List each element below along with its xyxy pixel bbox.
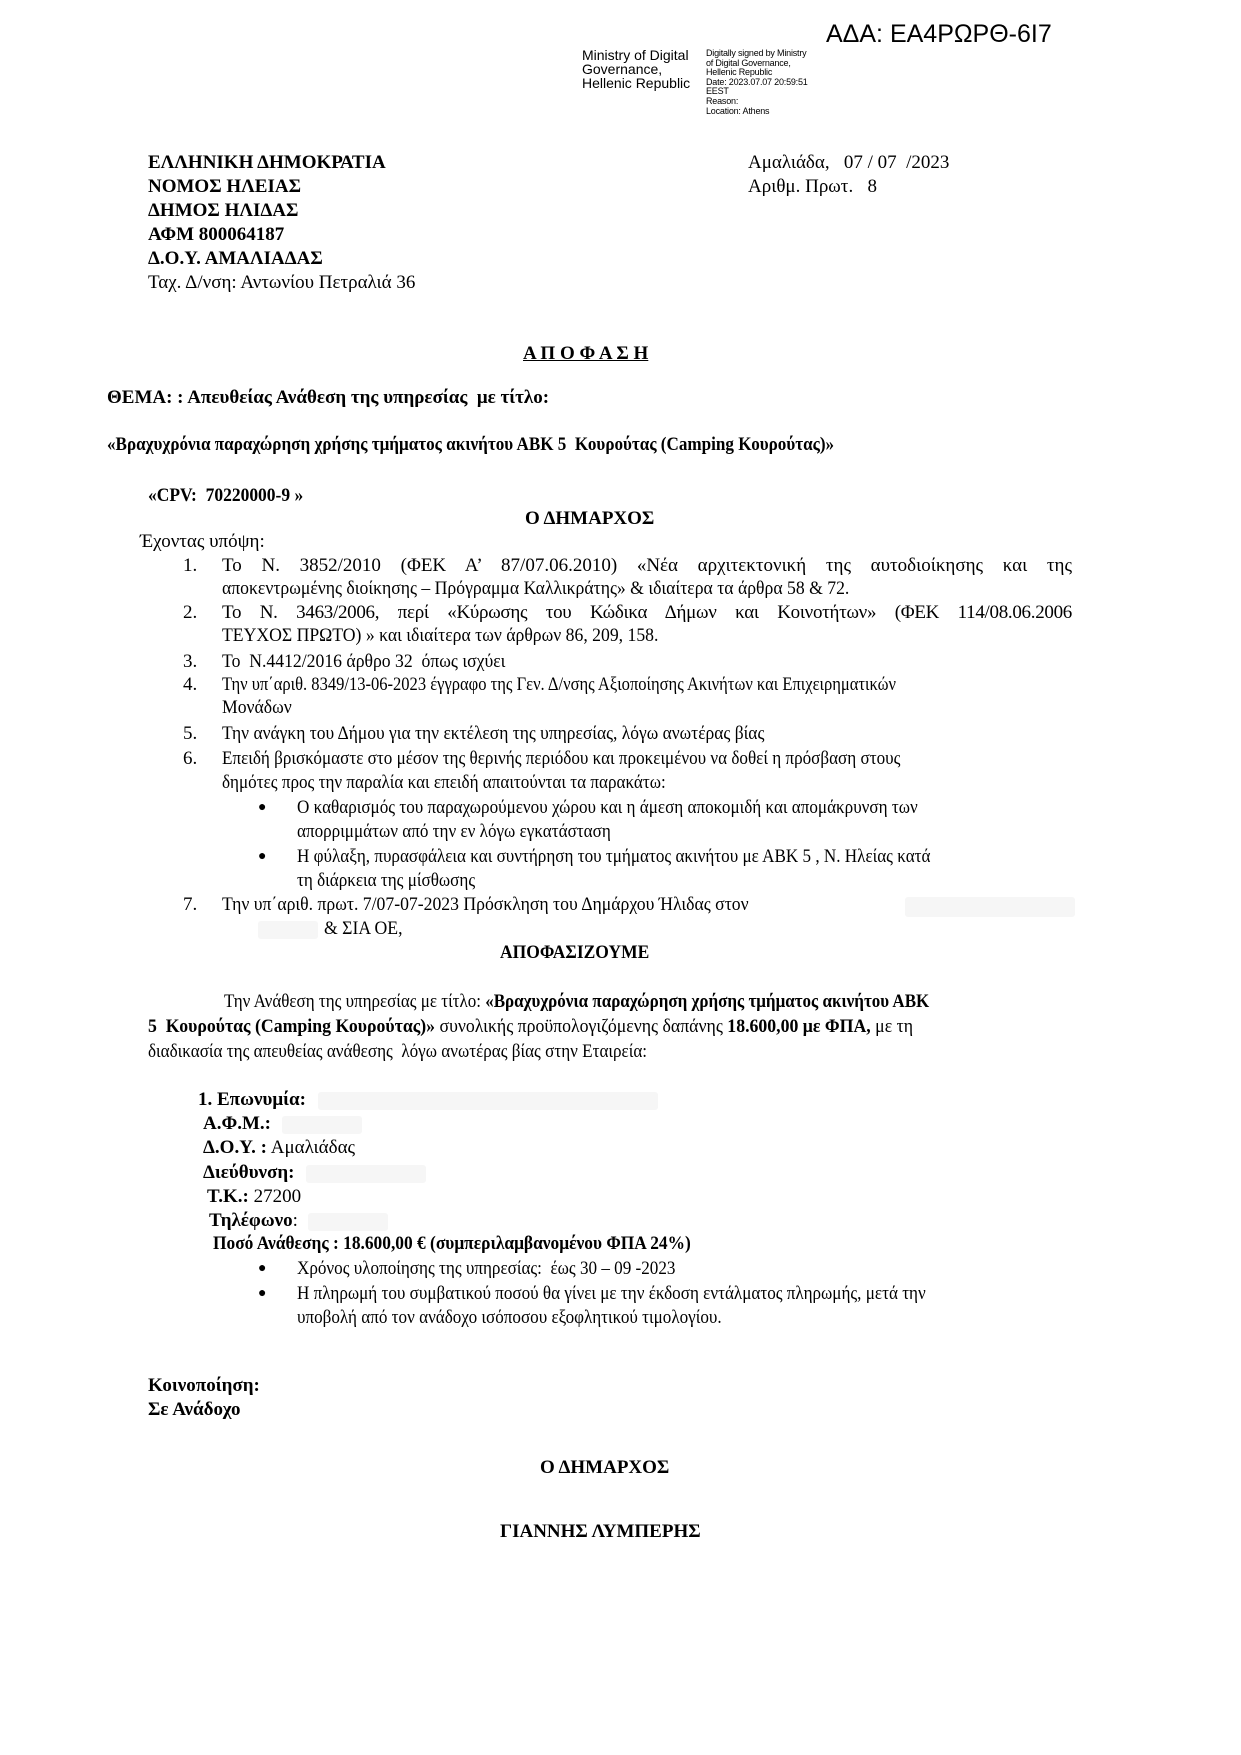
list-item-line [222,696,297,720]
list-item-text: Την υπ΄αριθ. πρωτ. 7/07-07-2023 Πρόσκληση του Δημάρχου Ήλιδας στον [222,894,749,915]
cpv-text: «CPV: 70220000-9 » [148,485,304,506]
bullet-text: τη διάρκεια της μίσθωσης [297,870,476,891]
signature-detail-line: Reason: [706,95,739,106]
bullet-line [297,796,987,820]
signature-name: ΓΙΑΝΝΗΣ ΛΥΜΠΕΡΗΣ [500,1521,701,1542]
list-item-line [222,893,788,917]
bullet-text: Ο καθαρισμός του παραχωρούμενου χώρου και η άμεση αποκομιδή και απομάκρυνση των [297,797,918,818]
list-item-line: Το Ν. 3463/2006, περί «Κύρωσης του Κώδικα Δήμων και Κοινοτήτων» (ΦΕΚ 114/08.06.2006 [222,602,1072,623]
decision-service-title: «Βραχυχρόνια παραχώρηση χρήσης τμήματος ακινήτου ΑΒΚ [485,991,930,1012]
notification-label: Κοινοποίηση: [148,1375,260,1396]
award-amount [213,1232,735,1256]
list-item-line [222,747,976,771]
redacted-area [306,1165,426,1183]
redacted-area [318,1092,658,1110]
term-line [297,1306,769,1330]
list-item-line [222,771,715,795]
redacted-area [308,1213,388,1231]
list-item-text: Την ανάγκη του Δήμου για την εκτέλεση της υπηρεσίας, λόγω ανωτέρας βίας [222,723,765,744]
bullet-line [297,845,1001,869]
decision-prefix: Την Ανάθεση της υπηρεσίας με τίτλο: [224,991,486,1012]
decision-suffix: με τη [870,1016,914,1037]
list-item-line [222,650,527,674]
notification-recipient: Σε Ανάδοχο [148,1399,241,1420]
bullet-icon: ● [258,1261,267,1276]
service-title-text: «Βραχυχρόνια παραχώρηση χρήσης τμήματος ακινήτου ΑΒΚ 5 Κουρούτας (Camping Κουρούτας)» [107,434,835,455]
signature-details [706,49,808,116]
issuer-line: ΑΦΜ 800064187 [148,224,285,245]
decide-heading [500,941,662,965]
issuer-line: Δ.Ο.Υ. ΑΜΑΛΙΑΔΑΣ [148,248,323,269]
list-item-text: Επειδή βρισκόμαστε στο μέσον της θερινής περιόδου και προκειμένου να δοθεί η πρόσβαση στους [222,748,901,769]
term-text: Χρόνος υλοποίησης της υπηρεσίας: έως 30 – 09 -2023 [297,1258,676,1279]
signature-detail-line: Hellenic Republic [706,67,773,78]
redacted-area [282,1116,362,1134]
list-item-number: 7. [183,894,198,915]
term-text: Η πληρωμή του συμβατικού ποσού θα γίνει με την έκδοση εντάλματος πληρωμής, μετά την [297,1283,926,1304]
decision-line-1 [224,990,1012,1014]
signature-detail-line: EEST [706,86,729,97]
list-item-line [222,722,812,746]
redacted-area [258,921,318,939]
contractor-doy-label: Δ.Ο.Υ. : [203,1137,268,1158]
list-item-text: Το Ν.4412/2016 άρθρο 32 όπως ισχύει [222,651,506,672]
contractor-phone-label: Τηλέφωνο [209,1210,293,1231]
list-item-text: αποκεντρωμένης διοίκησης – Πρόγραμμα Καλλικράτης» & ιδιαίτερα τα άρθρα 58 & 72. [222,578,850,599]
subject-line: ΘΕΜΑ: : Απευθείας Ανάθεση της υπηρεσίας με τίτλο: [107,387,550,408]
issuer-line: ΕΛΛΗΝΙΚΗ ΔΗΜΟΚΡΑΤΙΑ [148,152,386,173]
issuer-line: ΔΗΜΟΣ ΗΛΙΔΑΣ [148,200,299,221]
term-text: υποβολή από τον ανάδοχο ισόποσου εξοφλητικού τιμολογίου. [297,1307,722,1328]
decision-line-3-text: διαδικασία της απευθείας ανάθεσης λόγω ανωτέρας βίας στην Εταιρεία: [148,1041,648,1062]
bullet-icon: ● [258,1286,267,1301]
decision-service-title-cont: 5 Κουρούτας (Camping Κουρούτας)» [148,1016,436,1037]
contractor-phone [209,1209,298,1233]
ada-code: ΑΔΑ: ΕΑ4ΡΩΡΘ-6Ι7 [826,20,1052,48]
list-item-number: 3. [183,651,198,672]
issuer-line: ΝΟΜΟΣ ΗΛΕΙΑΣ [148,176,301,197]
term-line [297,1257,717,1281]
service-title [107,433,915,457]
decide-heading-text: ΑΠΟΦΑΣΙΖΟΥΜΕ [500,942,650,963]
signer-name [582,48,690,90]
bullet-line [297,820,646,844]
decision-line-1-text [224,990,929,1014]
decision-amount: 18.600,00 με ΦΠΑ, [727,1016,871,1037]
place-date: Αμαλιάδα, 07 / 07 /2023 [748,152,950,173]
decision-mid: συνολικής προϋπολογιζόμενης δαπάνης [435,1016,728,1037]
contractor-doy [203,1136,355,1160]
list-item-line: Το Ν. 3852/2010 (ΦΕΚ Α’ 87/07.06.2010) «Νέα αρχιτεκτονική της αυτοδιοίκησης και της [222,555,1072,576]
contractor-doy-value: Αμαλιάδας [267,1137,356,1158]
signer-name-line: Ministry of Digital [582,47,689,63]
contractor-tk [207,1185,301,1209]
contractor-tk-label: Τ.Κ.: [207,1186,249,1207]
bullet-text: Η φύλαξη, πυρασφάλεια και συντήρηση του τμήματος ακινήτου με ΑΒΚ 5 , Ν. Ηλείας κατά [297,846,931,867]
list-item-text: Την υπ΄αριθ. 8349/13-06-2023 έγγραφο της Γεν. Δ/νσης Αξιοποίησης Ακινήτων και Επιχειρηματικών [222,674,897,695]
considering-label: Έχοντας υπόψη: [140,531,265,552]
decision-line-3 [148,1040,703,1064]
term-line [297,1282,996,1306]
signer-name-line: Governance, [582,61,663,77]
signature-detail-line: of Digital Governance, [706,57,791,68]
bullet-text: απορριμμάτων από την εν λόγω εγκατάσταση [297,821,611,842]
redacted-area [905,897,1075,917]
list-item-text: δημότες προς την παραλία και επειδή απαιτούνται τα παρακάτω: [222,772,666,793]
cpv-code [148,484,317,508]
list-item-text: Μονάδων [222,697,292,718]
contractor-phone-colon: : [292,1210,298,1231]
bullet-line [297,869,495,893]
award-amount-text: Ποσό Ανάθεσης : 18.600,00 € (συμπεριλαμβανομένου ΦΠΑ 24%) [213,1233,691,1254]
list-item-number: 5. [183,723,198,744]
contractor-tk-value: 27200 [248,1186,302,1207]
protocol-number: Αριθμ. Πρωτ. 8 [748,176,877,197]
issuer-address: Ταχ. Δ/νση: Αντωνίου Πετραλιά 36 [148,272,416,293]
list-item-line [222,673,997,697]
contractor-address-label: Διεύθυνση: [203,1162,295,1183]
list-item-text: ΤΕΥΧΟΣ ΠΡΩΤΟ) » και ιδιαίτερα των άρθρων 86, 209, 158. [222,625,659,646]
list-item-line [222,624,691,648]
decision-line-2-text [148,1015,913,1039]
document-title: Α Π Ο Φ Α Σ Η [523,343,649,364]
list-item-number: 1. [183,555,198,576]
signature-detail-line: Digitally signed by Ministry [706,48,807,58]
list-item-line [222,577,897,601]
issuer-block [148,151,386,271]
list-item-line [324,917,408,941]
signature-detail-line: Date: 2023.07.07 20:59:51 [706,76,808,87]
contractor-afm-label: Α.Φ.Μ.: [203,1113,271,1134]
bullet-icon: ● [258,849,267,864]
contractor-name-label: 1. Επωνυμία: [198,1089,306,1110]
list-item-number: 4. [183,674,198,695]
mayor-heading: Ο ΔΗΜΑΡΧΟΣ [525,508,655,529]
list-item-text: & ΣΙΑ ΟΕ, [324,918,403,939]
signature-detail-line: Location: Athens [706,105,770,116]
signer-name-line: Hellenic Republic [582,75,691,91]
signature-role: Ο ΔΗΜΑΡΧΟΣ [540,1457,670,1478]
list-item-number: 6. [183,748,198,769]
decision-line-2 [148,1015,966,1039]
bullet-icon: ● [258,800,267,815]
list-item-number: 2. [183,602,198,623]
